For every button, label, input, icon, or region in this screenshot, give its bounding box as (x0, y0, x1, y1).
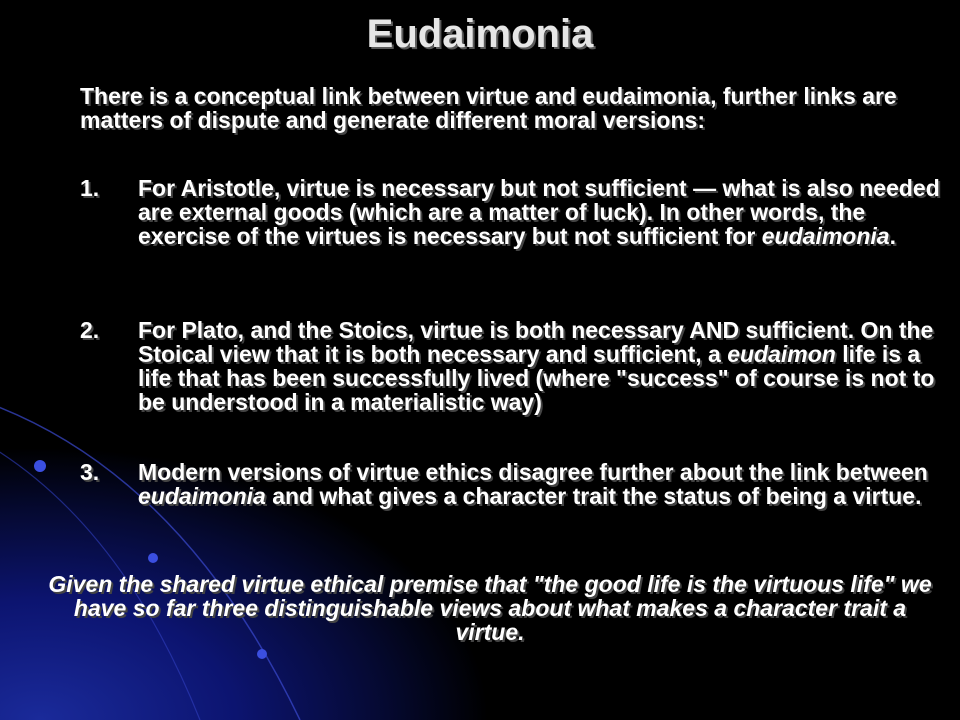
list-item-number: 3. (80, 459, 100, 485)
decorative-dot (257, 649, 267, 659)
closing-paragraph: Given the shared virtue ethical premise that "the good life is the virtuous life" we have so far three distinguishable views about what makes a character trait a virtue. (48, 571, 932, 645)
list-item (80, 176, 940, 248)
list-item (80, 460, 940, 508)
list-item (80, 318, 940, 414)
decorative-dot (34, 460, 46, 472)
list-item-text: For Aristotle, virtue is necessary but not sufficient — what is also needed are external goods (which are a matter of luck). In other words, the exercise of the virtues is necessary but not sufficient for eudaimonia. (138, 175, 940, 249)
decorative-dot (148, 553, 158, 563)
intro-paragraph: There is a conceptual link between virtue and eudaimonia, further links are matters of dispute and generate different moral versions: (80, 83, 897, 133)
decorative-arc (0, 400, 300, 720)
list-item-text: For Plato, and the Stoics, virtue is both necessary AND sufficient. On the Stoical view that it is both necessary and sufficient, a eudaimon life is a life that has been successfully lived (where "success" of course is not to be understood in a materialistic way) (138, 317, 935, 415)
list-item-number: 2. (80, 317, 100, 343)
slide-title: Eudaimonia (366, 12, 594, 56)
list-item-number: 1. (80, 175, 100, 201)
list-item-text: Modern versions of virtue ethics disagree further about the link between eudaimonia and what gives a character trait the status of being a virtue. (138, 459, 928, 509)
